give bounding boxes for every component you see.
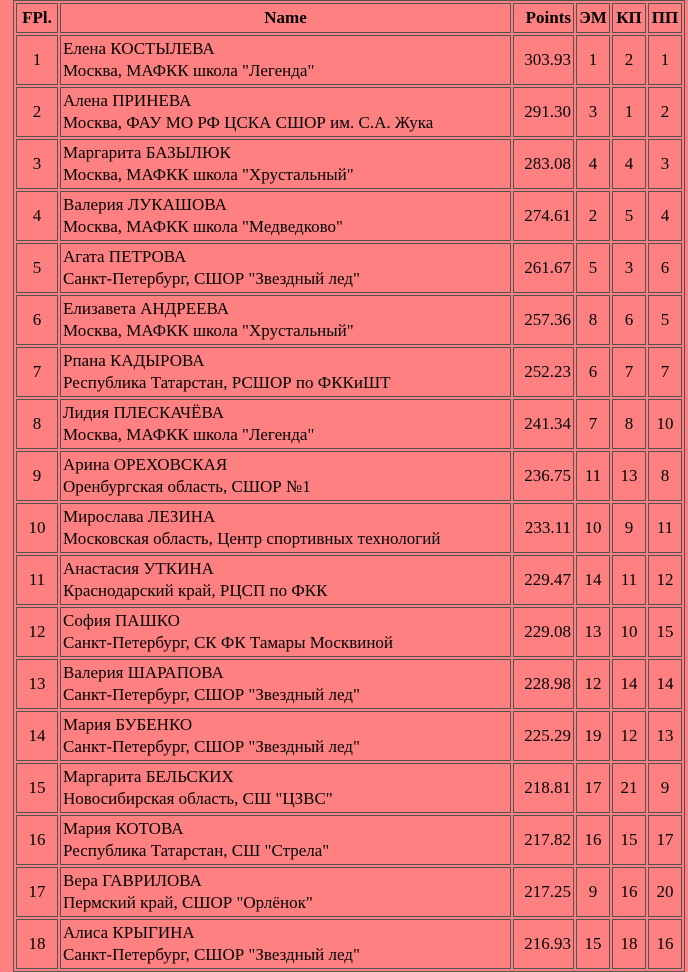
header-em[interactable]: ЭМ xyxy=(576,3,610,33)
table-row xyxy=(16,607,682,657)
skater-name: Мирослава ЛЕЗИНА xyxy=(63,507,216,526)
skater-name: Анастасия УТКИНА xyxy=(63,559,214,578)
skater-club: Краснодарский край, РЦСП по ФКК xyxy=(63,581,328,600)
em-cell: 5 xyxy=(576,243,610,293)
em-cell: 10 xyxy=(576,503,610,553)
skater-club: Республика Татарстан, РСШОР по ФККиШТ xyxy=(63,373,391,392)
skater-name: Маргарита БАЗЫЛЮК xyxy=(63,143,231,162)
kp-cell: 5 xyxy=(612,191,646,241)
skater-cell xyxy=(60,191,511,241)
header-pp[interactable]: ПП xyxy=(648,3,682,33)
pp-cell: 1 xyxy=(648,35,682,85)
table-row xyxy=(16,347,682,397)
kp-cell: 18 xyxy=(612,919,646,969)
pp-cell: 10 xyxy=(648,399,682,449)
place-cell: 18 xyxy=(16,919,58,969)
skater-club: Москва, МАФКК школа "Хрустальный" xyxy=(63,321,354,340)
points-cell: 236.75 xyxy=(513,451,574,501)
pp-cell: 12 xyxy=(648,555,682,605)
table-row xyxy=(16,243,682,293)
points-cell: 252.23 xyxy=(513,347,574,397)
em-cell: 7 xyxy=(576,399,610,449)
em-cell: 11 xyxy=(576,451,610,501)
skater-cell xyxy=(60,763,511,813)
em-cell: 15 xyxy=(576,919,610,969)
skater-name: Арина ОРЕХОВСКАЯ xyxy=(63,455,228,474)
skater-cell xyxy=(60,503,511,553)
table-row xyxy=(16,815,682,865)
table-row xyxy=(16,87,682,137)
points-cell: 233.11 xyxy=(513,503,574,553)
pp-cell: 17 xyxy=(648,815,682,865)
place-cell: 6 xyxy=(16,295,58,345)
skater-name: Мария БУБЕНКО xyxy=(63,715,193,734)
em-cell: 19 xyxy=(576,711,610,761)
kp-cell: 15 xyxy=(612,815,646,865)
place-cell: 9 xyxy=(16,451,58,501)
header-kp[interactable]: КП xyxy=(612,3,646,33)
pp-cell: 16 xyxy=(648,919,682,969)
points-cell: 229.08 xyxy=(513,607,574,657)
skater-club: Санкт-Петербург, СШОР "Звездный лед" xyxy=(63,945,360,964)
kp-cell: 3 xyxy=(612,243,646,293)
kp-cell: 1 xyxy=(612,87,646,137)
skater-cell xyxy=(60,35,511,85)
skater-cell xyxy=(60,347,511,397)
table-row xyxy=(16,295,682,345)
pp-cell: 20 xyxy=(648,867,682,917)
points-cell: 229.47 xyxy=(513,555,574,605)
place-cell: 7 xyxy=(16,347,58,397)
pp-cell: 2 xyxy=(648,87,682,137)
table-row xyxy=(16,711,682,761)
em-cell: 4 xyxy=(576,139,610,189)
skater-club: Москва, МАФКК школа "Медведково" xyxy=(63,217,343,236)
kp-cell: 7 xyxy=(612,347,646,397)
place-cell: 15 xyxy=(16,763,58,813)
em-cell: 12 xyxy=(576,659,610,709)
skater-cell xyxy=(60,399,511,449)
kp-cell: 8 xyxy=(612,399,646,449)
skater-name: Алиса КРЫГИНА xyxy=(63,923,195,942)
table-row xyxy=(16,867,682,917)
place-cell: 13 xyxy=(16,659,58,709)
em-cell: 1 xyxy=(576,35,610,85)
results-table xyxy=(13,0,685,972)
table-row xyxy=(16,35,682,85)
kp-cell: 10 xyxy=(612,607,646,657)
pp-cell: 13 xyxy=(648,711,682,761)
place-cell: 8 xyxy=(16,399,58,449)
pp-cell: 8 xyxy=(648,451,682,501)
kp-cell: 6 xyxy=(612,295,646,345)
skater-cell xyxy=(60,555,511,605)
kp-cell: 12 xyxy=(612,711,646,761)
skater-cell xyxy=(60,87,511,137)
kp-cell: 14 xyxy=(612,659,646,709)
table-row xyxy=(16,503,682,553)
skater-name: Валерия ЛУКАШОВА xyxy=(63,195,227,214)
pp-cell: 6 xyxy=(648,243,682,293)
points-cell: 274.61 xyxy=(513,191,574,241)
em-cell: 14 xyxy=(576,555,610,605)
pp-cell: 7 xyxy=(648,347,682,397)
place-cell: 3 xyxy=(16,139,58,189)
skater-cell xyxy=(60,451,511,501)
points-cell: 261.67 xyxy=(513,243,574,293)
table-row xyxy=(16,555,682,605)
skater-club: Санкт-Петербург, СШОР "Звездный лед" xyxy=(63,269,360,288)
header-fpl[interactable]: FPl. xyxy=(16,3,58,33)
table-row xyxy=(16,451,682,501)
skater-club: Москва, ФАУ МО РФ ЦСКА СШОР им. С.А. Жука xyxy=(63,113,434,132)
skater-name: Вера ГАВРИЛОВА xyxy=(63,871,202,890)
kp-cell: 4 xyxy=(612,139,646,189)
pp-cell: 15 xyxy=(648,607,682,657)
skater-cell xyxy=(60,295,511,345)
skater-name: Алена ПРИНЕВА xyxy=(63,91,192,110)
pp-cell: 5 xyxy=(648,295,682,345)
points-cell: 225.29 xyxy=(513,711,574,761)
place-cell: 2 xyxy=(16,87,58,137)
pp-cell: 3 xyxy=(648,139,682,189)
points-cell: 303.93 xyxy=(513,35,574,85)
em-cell: 6 xyxy=(576,347,610,397)
place-cell: 10 xyxy=(16,503,58,553)
points-cell: 283.08 xyxy=(513,139,574,189)
table-row xyxy=(16,399,682,449)
place-cell: 14 xyxy=(16,711,58,761)
kp-cell: 13 xyxy=(612,451,646,501)
points-cell: 217.25 xyxy=(513,867,574,917)
skater-cell xyxy=(60,919,511,969)
skater-name: Елизавета АНДРЕЕВА xyxy=(63,299,230,318)
place-cell: 11 xyxy=(16,555,58,605)
skater-name: Рпана КАДЫРОВА xyxy=(63,351,205,370)
em-cell: 16 xyxy=(576,815,610,865)
skater-cell xyxy=(60,711,511,761)
skater-name: Валерия ШАРАПОВА xyxy=(63,663,224,682)
place-cell: 4 xyxy=(16,191,58,241)
pp-cell: 14 xyxy=(648,659,682,709)
kp-cell: 11 xyxy=(612,555,646,605)
em-cell: 9 xyxy=(576,867,610,917)
place-cell: 16 xyxy=(16,815,58,865)
skater-name: Мария КОТОВА xyxy=(63,819,184,838)
place-cell: 5 xyxy=(16,243,58,293)
em-cell: 13 xyxy=(576,607,610,657)
place-cell: 1 xyxy=(16,35,58,85)
skater-club: Республика Татарстан, СШ "Стрела" xyxy=(63,841,330,860)
skater-cell xyxy=(60,659,511,709)
results-body xyxy=(16,35,682,969)
skater-cell xyxy=(60,243,511,293)
kp-cell: 21 xyxy=(612,763,646,813)
table-row xyxy=(16,659,682,709)
table-row xyxy=(16,139,682,189)
skater-club: Москва, МАФКК школа "Хрустальный" xyxy=(63,165,354,184)
points-cell: 217.82 xyxy=(513,815,574,865)
points-cell: 241.34 xyxy=(513,399,574,449)
table-row xyxy=(16,919,682,969)
em-cell: 2 xyxy=(576,191,610,241)
skater-club: Новосибирская область, СШ "ЦЗВС" xyxy=(63,789,333,808)
skater-name: София ПАШКО xyxy=(63,611,180,630)
points-cell: 257.36 xyxy=(513,295,574,345)
points-cell: 291.30 xyxy=(513,87,574,137)
pp-cell: 9 xyxy=(648,763,682,813)
skater-club: Санкт-Петербург, СК ФК Тамары Москвиной xyxy=(63,633,394,652)
kp-cell: 2 xyxy=(612,35,646,85)
em-cell: 8 xyxy=(576,295,610,345)
pp-cell: 11 xyxy=(648,503,682,553)
skater-name: Маргарита БЕЛЬСКИХ xyxy=(63,767,234,786)
skater-cell xyxy=(60,815,511,865)
skater-name: Елена КОСТЫЛЕВА xyxy=(63,39,215,58)
em-cell: 17 xyxy=(576,763,610,813)
skater-name: Агата ПЕТРОВА xyxy=(63,247,187,266)
kp-cell: 9 xyxy=(612,503,646,553)
skater-cell xyxy=(60,607,511,657)
points-cell: 218.81 xyxy=(513,763,574,813)
points-cell: 216.93 xyxy=(513,919,574,969)
skater-name: Лидия ПЛЕСКАЧЁВА xyxy=(63,403,224,422)
skater-cell xyxy=(60,139,511,189)
table-row xyxy=(16,763,682,813)
skater-club: Оренбургская область, СШОР №1 xyxy=(63,477,311,496)
header-name[interactable]: Name xyxy=(60,3,511,33)
header-row xyxy=(16,3,682,33)
skater-club: Московская область, Центр спортивных технологий xyxy=(63,529,441,548)
kp-cell: 16 xyxy=(612,867,646,917)
skater-club: Москва, МАФКК школа "Легенда" xyxy=(63,425,315,444)
pp-cell: 4 xyxy=(648,191,682,241)
skater-club: Пермский край, СШОР "Орлёнок" xyxy=(63,893,313,912)
points-cell: 228.98 xyxy=(513,659,574,709)
skater-club: Москва, МАФКК школа "Легенда" xyxy=(63,61,315,80)
skater-club: Санкт-Петербург, СШОР "Звездный лед" xyxy=(63,737,360,756)
skater-cell xyxy=(60,867,511,917)
header-points[interactable]: Points xyxy=(513,3,574,33)
place-cell: 17 xyxy=(16,867,58,917)
skater-club: Санкт-Петербург, СШОР "Звездный лед" xyxy=(63,685,360,704)
table-row xyxy=(16,191,682,241)
em-cell: 3 xyxy=(576,87,610,137)
place-cell: 12 xyxy=(16,607,58,657)
